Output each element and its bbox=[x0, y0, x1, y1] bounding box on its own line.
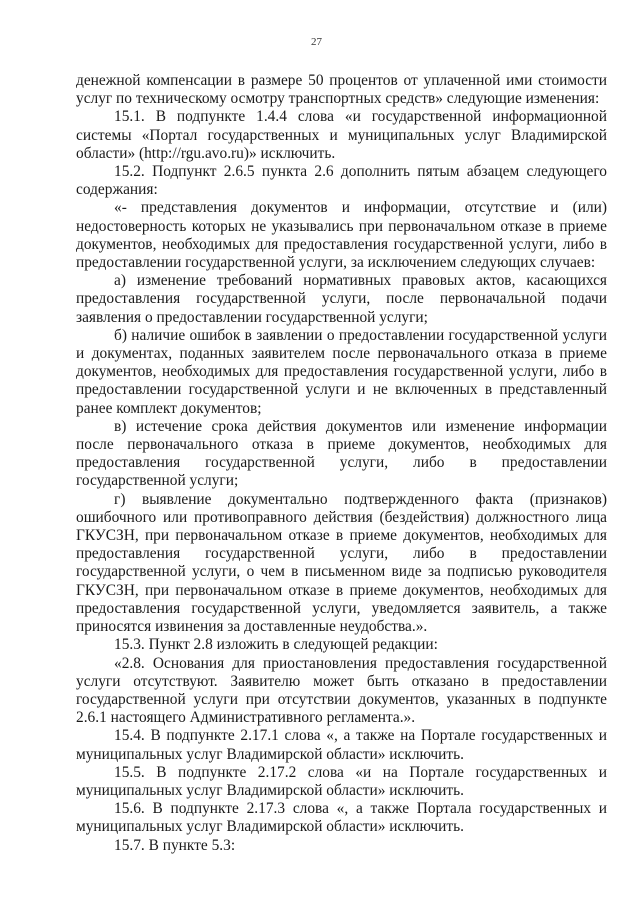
paragraph-15-2: 15.2. Подпункт 2.6.5 пункта 2.6 дополнить пятым абзацем следующего содержания: bbox=[76, 163, 607, 199]
paragraph-15-7: 15.7. В пункте 5.3: bbox=[114, 836, 236, 854]
paragraph-item-v: в) истечение срока действия документов или изменение информации после первоначального отказа в приеме документов, необходимых для предоставления государственной услуги, либо в предоставлении государственной услуги; bbox=[76, 417, 607, 490]
paragraph-item-a: а) изменение требований нормативных правовых актов, касающихся предоставления государственной услуги, после первоначальной подачи заявления о предоставлении государственной услуги; bbox=[76, 272, 607, 326]
paragraph-15-5: 15.5. В подпункте 2.17.2 слова «и на Портале государственных и муниципальных услуг Владимирской области» исключить. bbox=[76, 763, 607, 799]
paragraph-15-3: 15.3. Пункт 2.8 изложить в следующей редакции: bbox=[114, 636, 438, 654]
document-body bbox=[76, 72, 607, 855]
paragraph-quote-intro: «- представления документов и информации, отсутствие и (или) недостоверность которых не указывались при первоначальном отказе в приеме документов, необходимых для предоставления государственной услуги, либо в предоставлении государственной услуги, за исключением следующих случаев: bbox=[76, 199, 607, 272]
paragraph-item-b: б) наличие ошибок в заявлении о предоставлении государственной услуги и документах, поданных заявителем после первоначального отказа в приеме документов, необходимых для предоставления государственной услуги, либо в предоставлении государственной услуги и не включенных в представленный ранее комплект документов; bbox=[76, 326, 607, 417]
paragraph-item-g: г) выявление документально подтвержденного факта (признаков) ошибочного или противоправного действия (бездействия) должностного лица ГКУСЗН, при первоначальном отказе в приеме документов, необходимых для предоставления государственной услуги, либо в предоставлении государственной услуги, о чем в письменном виде за подписью руководителя ГКУСЗН, при первоначальном отказе в приеме документов, необходимых для предоставления государственной услуги, уведомляется заявитель, а также приносятся извинения за доставленные неудобства.». bbox=[76, 490, 607, 636]
paragraph-continuation: денежной компенсации в размере 50 процентов от уплаченной ими стоимости услуг по техническому осмотру транспортных средств» следующие изменения: bbox=[76, 72, 607, 108]
page-number: 27 bbox=[311, 36, 322, 48]
paragraph-15-4: 15.4. В подпункте 2.17.1 слова «, а также на Портале государственных и муниципальных услуг Владимирской области» исключить. bbox=[76, 727, 607, 763]
paragraph-15-6: 15.6. В подпункте 2.17.3 слова «, а также Портала государственных и муниципальных услуг Владимирской области» исключить. bbox=[76, 800, 607, 836]
paragraph-15-1: 15.1. В подпункте 1.4.4 слова «и государственной информационной системы «Портал государственных и муниципальных услуг Владимирской области» (http://rgu.avo.ru)» исключить. bbox=[76, 108, 607, 162]
paragraph-2-8: «2.8. Основания для приостановления предоставления государственной услуги отсутствуют. Заявителю может быть отказано в предоставлении государственной услуги при отсутствии документов, указанных в подпункте 2.6.1 настоящего Административного регламента.». bbox=[76, 654, 607, 727]
